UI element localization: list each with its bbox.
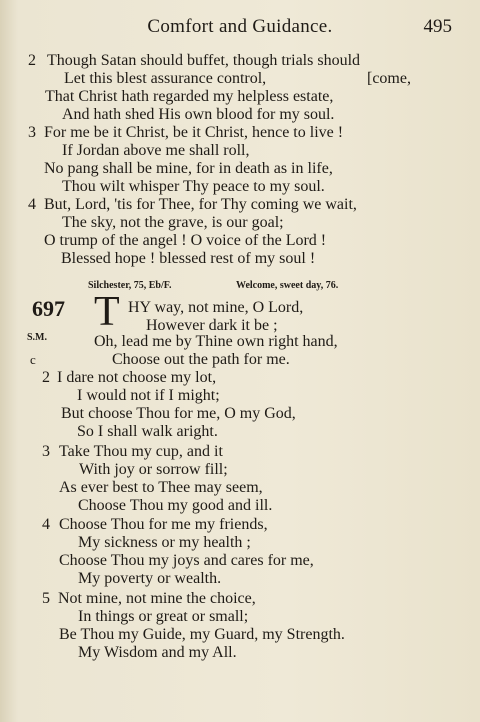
verse-line: Let this blest assurance control, [64,70,267,87]
verse-line: However dark it be ; [146,317,278,334]
verse-line: As ever best to Thee may seem, [59,479,263,496]
verse-line: Not mine, not mine the choice, [58,590,256,607]
verse-line: Take Thou my cup, and it [59,443,223,460]
page-title: Comfort and Guidance. [147,16,333,37]
hymn-number: 697 [32,296,65,321]
verse-line: If Jordan above me shall roll, [62,142,250,159]
verse-line: With joy or sorrow fill; [79,461,228,478]
verse-line: HY way, not mine, O Lord, [128,299,304,316]
verse-line: My poverty or wealth. [78,570,222,587]
verse-line: Thou wilt whisper Thy peace to my soul. [62,178,325,195]
drop-cap: T [94,289,120,335]
verse-line: Choose Thou for me my friends, [59,516,268,533]
verse-line: Be Thou my Guide, my Guard, my Strength. [59,626,345,643]
verse-line: So I shall walk aright. [77,423,218,440]
stanza-number: 5 [42,590,50,607]
key-label: c [30,352,36,367]
stanza-number: 4 [42,516,50,533]
stanza-number: 3 [42,443,50,460]
verse-line: And hath shed His own blood for my soul. [62,106,335,123]
verse-line: No pang shall be mine, for in death as in life, [44,160,333,177]
verse-line: I dare not choose my lot, [57,369,217,386]
stanza-number: 2 [42,369,50,386]
verse-line: For me be it Christ, be it Christ, hence to live ! [44,124,344,141]
page-number: 495 [423,16,452,37]
turnover-word: [come, [367,70,411,87]
verse-line: The sky, not the grave, is our goal; [62,214,284,231]
verse-line: Though Satan should buffet, though trials should [47,52,361,69]
verse-line: My sickness or my health ; [78,534,251,551]
verse-line: Choose Thou my joys and cares for me, [59,552,314,569]
verse-line: I would not if I might; [77,387,220,404]
verse-line: That Christ hath regarded my helpless estate, [45,88,334,105]
verse-line: Choose Thou my good and ill. [78,497,273,514]
verse-line: My Wisdom and my All. [78,644,237,661]
verse-line: But choose Thou for me, O my God, [61,405,296,422]
verse-line: O trump of the angel ! O voice of the Lord ! [44,232,327,249]
tune-name-right: Welcome, sweet day, 76. [236,280,339,291]
verse-line: Oh, lead me by Thine own right hand, [94,333,338,350]
verse-line: In things or great or small; [78,608,249,625]
tune-name-left: Silchester, 75, Eb/F. [88,280,172,291]
verse-line: Choose out the path for me. [112,351,290,368]
verse-line: Blessed hope ! blessed rest of my soul ! [61,250,316,267]
stanza-number: 4 [28,196,36,213]
verse-line: But, Lord, 'tis for Thee, for Thy coming we wait, [44,196,357,213]
stanza-number: 2 [28,52,36,69]
meter-label: S.M. [27,332,47,343]
stanza-number: 3 [28,124,36,141]
